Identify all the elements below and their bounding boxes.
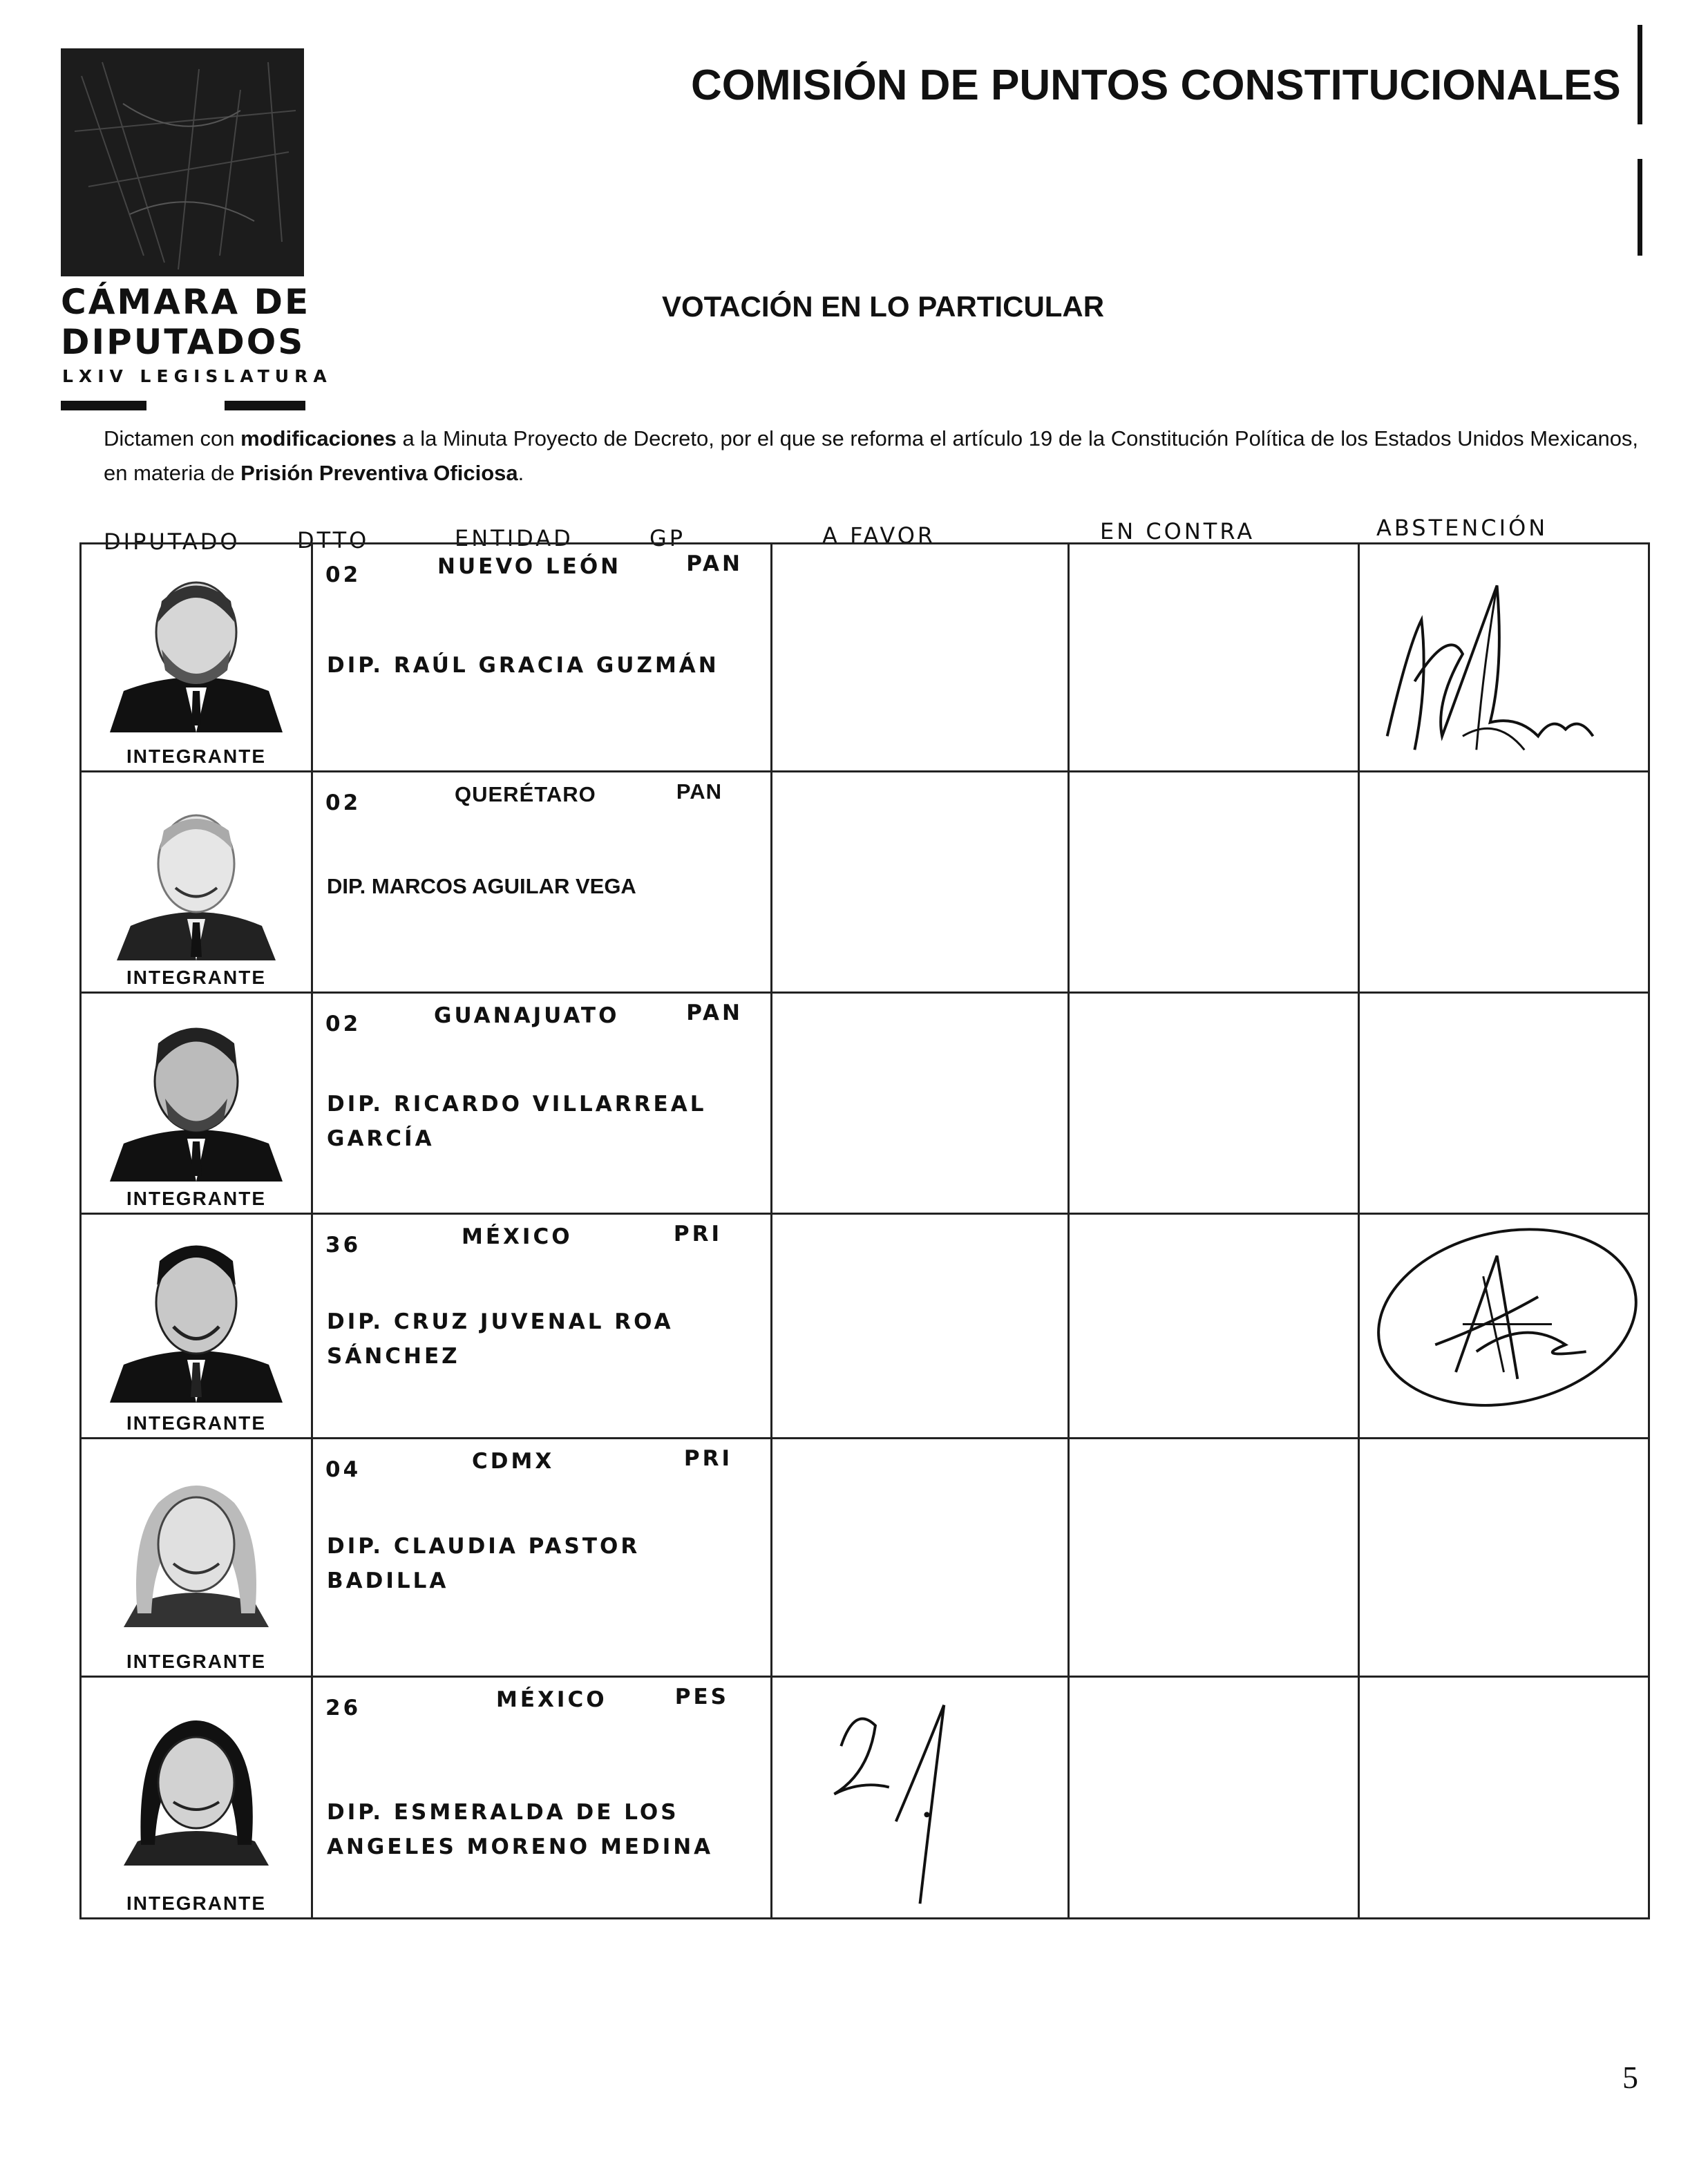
district-number: 04 — [325, 1457, 361, 1482]
role-label: INTEGRANTE — [126, 1412, 266, 1434]
desc-bold-prision: Prisión Preventiva Oficiosa — [240, 461, 518, 485]
page-number: 5 — [1622, 2060, 1638, 2095]
org-name-line2: DIPUTADOS — [61, 322, 305, 362]
deputy-name-line2: SÁNCHEZ — [327, 1344, 460, 1369]
entity-name: NUEVO LEÓN — [437, 554, 622, 579]
role-label: INTEGRANTE — [126, 746, 266, 767]
desc-prefix: Dictamen con — [104, 426, 241, 450]
commission-title: COMISIÓN DE PUNTOS CONSTITUCIONALES — [691, 61, 1621, 109]
deputy-photo — [110, 1230, 283, 1403]
table-row — [81, 772, 1649, 993]
col-gp: GP — [649, 525, 686, 551]
vote-cell-abstencion[interactable] — [1359, 772, 1649, 993]
vote-table — [79, 542, 1650, 1919]
logo-texture-icon — [61, 48, 304, 276]
deputy-name — [327, 648, 757, 683]
deputy-name-line1: DIP. ESMERALDA DE LOS — [327, 1800, 679, 1825]
org-name — [61, 282, 310, 362]
deputy-name-line2: ANGELES MORENO MEDINA — [327, 1834, 714, 1859]
role-label: INTEGRANTE — [126, 1651, 266, 1672]
table-row — [81, 1677, 1649, 1919]
desc-middle: a la Minuta Proyecto de Decreto, por el que se reforma el artículo 19 de la Constitución Política de los Estados Unidos Mexicanos, en materia de — [104, 426, 1639, 485]
deputy-name-line2: GARCÍA — [327, 1126, 435, 1151]
deputy-photo — [110, 1454, 283, 1627]
entity-name: MÉXICO — [496, 1687, 607, 1712]
entity-name: GUANAJUATO — [434, 1003, 620, 1028]
deputy-info-cell — [312, 993, 772, 1214]
vote-cell-favor[interactable] — [772, 993, 1069, 1214]
vote-cell-favor[interactable] — [772, 772, 1069, 993]
entity-name: CDMX — [472, 1449, 555, 1474]
party-code: PAN — [686, 1000, 743, 1025]
vote-cell-favor[interactable] — [772, 1677, 1069, 1919]
deputy-name-line1: DIP. CLAUDIA PASTOR BADILLA — [327, 1534, 640, 1593]
vote-cell-contra[interactable] — [1069, 1439, 1359, 1677]
chamber-logo — [61, 48, 304, 276]
vote-cell-favor[interactable] — [772, 1439, 1069, 1677]
district-number: 02 — [325, 790, 361, 815]
deputy-info-cell — [312, 772, 772, 993]
table-row — [81, 993, 1649, 1214]
table-row — [81, 544, 1649, 772]
district-number: 26 — [325, 1696, 361, 1720]
vote-cell-contra[interactable] — [1069, 1214, 1359, 1439]
photo-cell — [81, 772, 312, 993]
signature-roa — [1360, 1215, 1648, 1437]
vote-cell-favor[interactable] — [772, 1214, 1069, 1439]
party-code: PES — [674, 1685, 729, 1709]
deputy-info-cell — [312, 1439, 772, 1677]
vote-cell-contra[interactable] — [1069, 772, 1359, 993]
deputy-photo — [110, 1009, 283, 1182]
entity-name: MÉXICO — [462, 1224, 573, 1249]
deputy-name — [327, 1305, 757, 1374]
party-code: PRI — [673, 1222, 722, 1246]
logo-bar-left — [61, 401, 146, 410]
deputy-name-line1: DIP. MARCOS AGUILAR VEGA — [327, 874, 636, 898]
col-abstencion: ABSTENCIÓN — [1376, 515, 1548, 541]
desc-bold-modificaciones: modificaciones — [240, 426, 397, 450]
vote-type-title: VOTACIÓN EN LO PARTICULAR — [662, 290, 1105, 323]
district-number: 02 — [325, 1012, 361, 1036]
role-label: INTEGRANTE — [126, 967, 266, 988]
district-number: 36 — [325, 1233, 361, 1258]
col-en-contra: EN CONTRA — [1100, 518, 1255, 544]
vote-cell-favor[interactable] — [772, 544, 1069, 772]
vote-cell-contra[interactable] — [1069, 1677, 1359, 1919]
photo-cell — [81, 544, 312, 772]
deputy-name — [327, 1795, 757, 1864]
deputy-photo — [110, 788, 283, 960]
party-code: PRI — [683, 1446, 732, 1471]
vote-cell-contra[interactable] — [1069, 544, 1359, 772]
vote-cell-abstencion[interactable] — [1359, 993, 1649, 1214]
district-number: 02 — [325, 562, 361, 587]
org-name-line1: CÁMARA DE — [61, 282, 311, 322]
table-row — [81, 1439, 1649, 1677]
deputy-info-cell — [312, 544, 772, 772]
deputy-name-line1: DIP. CRUZ JUVENAL ROA — [327, 1309, 674, 1334]
deputy-info-cell — [312, 1677, 772, 1919]
role-label: INTEGRANTE — [126, 1188, 266, 1209]
deputy-info-cell — [312, 1214, 772, 1439]
col-entidad: ENTIDAD — [455, 525, 573, 551]
deputy-name — [327, 1529, 757, 1598]
entity-name: QUERÉTARO — [455, 782, 596, 806]
logo-bar-right — [225, 401, 305, 410]
vote-cell-contra[interactable] — [1069, 993, 1359, 1214]
margin-mark-top — [1638, 25, 1642, 124]
vote-cell-abstencion[interactable] — [1359, 1214, 1649, 1439]
signature-gracia — [1360, 544, 1648, 770]
deputy-photo — [110, 1693, 283, 1866]
deputy-photo — [110, 560, 283, 732]
col-diputado: DIPUTADO — [104, 529, 240, 555]
col-dtto: DTTO — [297, 527, 370, 553]
vote-cell-abstencion[interactable] — [1359, 1439, 1649, 1677]
col-a-favor: A FAVOR — [822, 522, 936, 549]
deputy-name-line1: DIP. RAÚL GRACIA GUZMÁN — [327, 653, 719, 678]
deputy-name — [327, 1087, 757, 1156]
margin-mark-bottom — [1638, 159, 1642, 256]
vote-cell-abstencion[interactable] — [1359, 544, 1649, 772]
signature-moreno — [772, 1678, 1068, 1917]
party-code: PAN — [686, 551, 743, 576]
dictamen-description — [104, 421, 1644, 491]
deputy-name-line1: DIP. RICARDO VILLARREAL — [327, 1092, 707, 1117]
vote-cell-abstencion[interactable] — [1359, 1677, 1649, 1919]
party-code: PAN — [676, 779, 722, 804]
photo-cell — [81, 1677, 312, 1919]
table-row — [81, 1214, 1649, 1439]
photo-cell — [81, 1439, 312, 1677]
role-label: INTEGRANTE — [126, 1892, 266, 1914]
legislature-label: LXIV LEGISLATURA — [62, 366, 332, 386]
photo-cell — [81, 993, 312, 1214]
photo-cell — [81, 1214, 312, 1439]
deputy-name — [327, 869, 757, 904]
desc-suffix: . — [518, 461, 524, 485]
